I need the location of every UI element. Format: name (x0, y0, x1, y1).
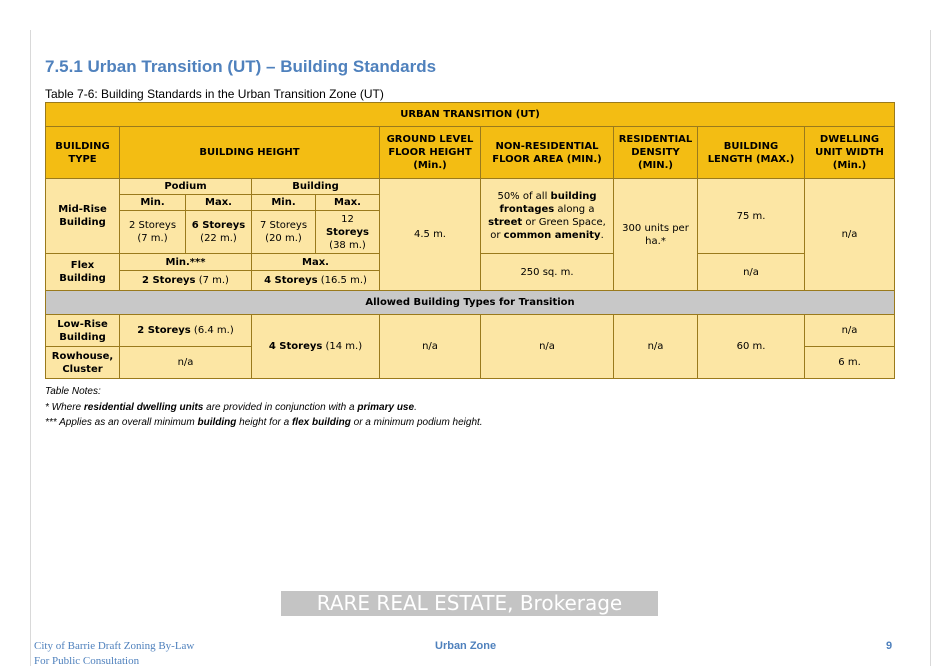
flex-min-label: Min.*** (120, 254, 252, 271)
header-building-height: BUILDING HEIGHT (120, 127, 380, 179)
building-max-label: Max. (316, 195, 380, 211)
podium-min-label: Min. (120, 195, 186, 211)
mid-rise-ground-floor-height: 4.5 m. (380, 179, 481, 291)
mid-rise-unit-width: n/a (805, 179, 895, 291)
footer-document-title: City of Barrie Draft Zoning By-Law (34, 640, 195, 652)
low-rise-unit-width: n/a (805, 315, 895, 347)
rowhouse-unit-width: 6 m. (805, 347, 895, 379)
header-building-type: BUILDING TYPE (46, 127, 120, 179)
header-dwelling-unit-width: DWELLING UNIT WIDTH (Min.) (805, 127, 895, 179)
building-min-value: 7 Storeys (20 m.) (252, 211, 316, 254)
shared-length: 60 m. (698, 315, 805, 379)
podium-subheader: Podium (120, 179, 252, 195)
footer-section-name: Urban Zone (435, 640, 497, 652)
flex-length: n/a (698, 254, 805, 291)
allowed-building-types-header: Allowed Building Types for Transition (46, 291, 895, 315)
shared-nonres-floor-area: n/a (481, 315, 614, 379)
flex-nonres-floor-area: 250 sq. m. (481, 254, 614, 291)
notes-title: Table Notes: (45, 386, 101, 397)
note-1: * Where residential dwelling units are provided in conjunction with a primary use. (45, 401, 417, 413)
header-ground-level-floor-height: GROUND LEVEL FLOOR HEIGHT (Min.) (380, 127, 481, 179)
zone-title-cell: URBAN TRANSITION (UT) (46, 103, 895, 127)
shared-ground-floor-height: n/a (380, 315, 481, 379)
brokerage-watermark: RARE REAL ESTATE, Brokerage (281, 591, 658, 616)
building-subheader: Building (252, 179, 380, 195)
flex-max-value: 4 Storeys (16.5 m.) (252, 271, 380, 291)
shared-density: n/a (614, 315, 698, 379)
footer-page-number: 9 (886, 640, 893, 652)
table-notes (45, 384, 483, 431)
page-edge-left (30, 30, 31, 666)
rowhouse-height: n/a (120, 347, 252, 379)
building-min-label: Min. (252, 195, 316, 211)
low-rise-type-cell: Low-Rise Building (46, 315, 120, 347)
mid-rise-length: 75 m. (698, 179, 805, 254)
flex-min-value: 2 Storeys (7 m.) (120, 271, 252, 291)
flex-type-cell: Flex Building (46, 254, 120, 291)
header-building-length: BUILDING LENGTH (MAX.) (698, 127, 805, 179)
header-residential-density: RESIDENTIAL DENSITY (MIN.) (614, 127, 698, 179)
mid-rise-nonres-floor-area: 50% of all building frontages along a street or Green Space, or common amenity. (481, 179, 614, 254)
low-rise-height: 2 Storeys (6.4 m.) (120, 315, 252, 347)
podium-min-value: 2 Storeys (7 m.) (120, 211, 186, 254)
header-non-residential-floor-area: NON-RESIDENTIAL FLOOR AREA (MIN.) (481, 127, 614, 179)
rowhouse-type-cell: Rowhouse, Cluster (46, 347, 120, 379)
building-standards-table (45, 102, 895, 379)
building-max-value: 12 Storeys (38 m.) (316, 211, 380, 254)
mid-rise-density: 300 units per ha.* (614, 179, 698, 291)
mid-rise-type-cell: Mid-Rise Building (46, 179, 120, 254)
shared-max-height: 4 Storeys (14 m.) (252, 315, 380, 379)
podium-max-label: Max. (186, 195, 252, 211)
page-edge-right (930, 30, 931, 666)
section-title: 7.5.1 Urban Transition (UT) – Building Standards (45, 57, 437, 76)
flex-max-label: Max. (252, 254, 380, 271)
footer-document-subtitle: For Public Consultation (34, 655, 140, 667)
note-2: *** Applies as an overall minimum building height for a flex building or a minimum podium height. (45, 417, 483, 428)
footer-left (34, 639, 194, 669)
table-caption: Table 7-6: Building Standards in the Urban Transition Zone (UT) (45, 87, 384, 101)
podium-max-value: 6 Storeys (22 m.) (186, 211, 252, 254)
